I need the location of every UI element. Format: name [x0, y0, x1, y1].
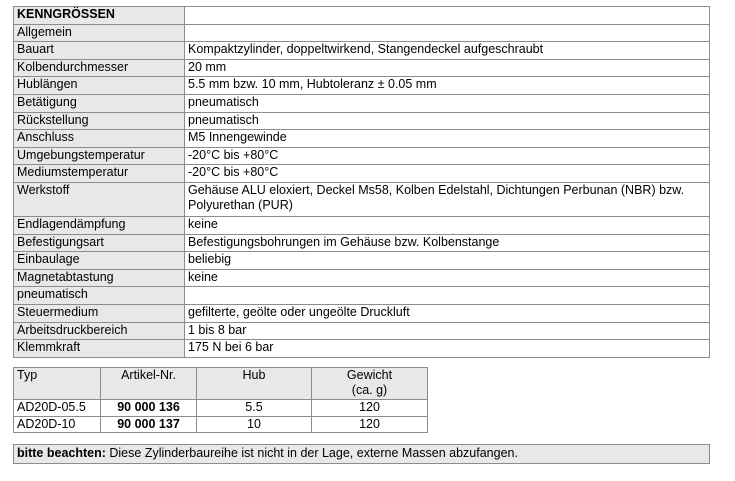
spec-title: KENNGRÖSSEN: [14, 7, 185, 25]
spec-value: keine: [185, 269, 710, 287]
spec-value: Kompaktzylinder, doppeltwirkend, Stangendeckel aufgeschraubt: [185, 42, 710, 60]
col-header-typ: Typ: [14, 368, 101, 400]
note-text: Diese Zylinderbaureihe ist nicht in der Lage, externe Massen abzufangen.: [105, 446, 518, 460]
spec-row: [14, 234, 710, 252]
spec-value: beliebig: [185, 252, 710, 270]
cell-typ: AD20D-05.5: [14, 400, 101, 417]
cell-gewicht: 120: [312, 400, 428, 417]
types-header-row: [14, 368, 428, 400]
spec-row: [14, 287, 710, 305]
col-header-artikel: Artikel-Nr.: [101, 368, 197, 400]
spec-label: Kolbendurchmesser: [14, 59, 185, 77]
cell-hub: 5.5: [197, 400, 312, 417]
cell-gewicht: 120: [312, 416, 428, 433]
spec-label: Einbaulage: [14, 252, 185, 270]
spec-label: Umgebungstemperatur: [14, 147, 185, 165]
spec-value: gefilterte, geölte oder ungeölte Druckluft: [185, 304, 710, 322]
gewicht-line2: (ca. g): [351, 383, 388, 397]
spec-label: Befestigungsart: [14, 234, 185, 252]
spec-row: [14, 130, 710, 148]
spec-row: [14, 147, 710, 165]
spec-row: [14, 42, 710, 60]
spec-value: pneumatisch: [185, 94, 710, 112]
spec-label: Steuermedium: [14, 304, 185, 322]
spec-label: Rückstellung: [14, 112, 185, 130]
spec-value: -20°C bis +80°C: [185, 165, 710, 183]
spec-label: Endlagendämpfung: [14, 216, 185, 234]
spec-header-row: [14, 7, 710, 25]
table-row: [14, 416, 428, 433]
spec-value: M5 Innengewinde: [185, 130, 710, 148]
spec-row: [14, 112, 710, 130]
spec-value: -20°C bis +80°C: [185, 147, 710, 165]
spec-label: Mediumstemperatur: [14, 165, 185, 183]
spec-row: [14, 252, 710, 270]
spec-label: Werkstoff: [14, 182, 185, 216]
types-table: [13, 367, 428, 433]
spec-title-value: [185, 7, 710, 25]
cell-hub: 10: [197, 416, 312, 433]
spec-row: [14, 24, 710, 42]
spec-value: Befestigungsbohrungen im Gehäuse bzw. Kolbenstange: [185, 234, 710, 252]
gewicht-line1: Gewicht: [346, 368, 393, 382]
spec-row: [14, 269, 710, 287]
spec-label: Betätigung: [14, 94, 185, 112]
col-header-gewicht: [312, 368, 428, 400]
spec-row: [14, 340, 710, 358]
spec-label: Anschluss: [14, 130, 185, 148]
cell-typ: AD20D-10: [14, 416, 101, 433]
spec-row: [14, 59, 710, 77]
spec-value: 175 N bei 6 bar: [185, 340, 710, 358]
cell-artikel: 90 000 136: [101, 400, 197, 417]
spec-label: pneumatisch: [14, 287, 185, 305]
col-header-hub: Hub: [197, 368, 312, 400]
spec-label: Klemmkraft: [14, 340, 185, 358]
spec-value: pneumatisch: [185, 112, 710, 130]
spec-row: [14, 216, 710, 234]
spec-value: 5.5 mm bzw. 10 mm, Hubtoleranz ± 0.05 mm: [185, 77, 710, 95]
spec-value: 1 bis 8 bar: [185, 322, 710, 340]
spec-label: Bauart: [14, 42, 185, 60]
spec-value: [185, 24, 710, 42]
spec-row: [14, 94, 710, 112]
spec-table: [13, 6, 710, 358]
spec-value: keine: [185, 216, 710, 234]
spec-label: Allgemein: [14, 24, 185, 42]
note-box: [13, 444, 710, 464]
cell-artikel: 90 000 137: [101, 416, 197, 433]
spec-row: [14, 304, 710, 322]
spec-value: Gehäuse ALU eloxiert, Deckel Ms58, Kolben Edelstahl, Dichtungen Perbunan (NBR) bzw. Polyurethan (PUR): [185, 182, 710, 216]
spec-row: [14, 182, 710, 216]
spec-label: Hublängen: [14, 77, 185, 95]
spec-row: [14, 77, 710, 95]
spec-value: 20 mm: [185, 59, 710, 77]
table-row: [14, 400, 428, 417]
spec-label: Magnetabtastung: [14, 269, 185, 287]
spec-value: [185, 287, 710, 305]
spec-row: [14, 165, 710, 183]
spec-row: [14, 322, 710, 340]
spec-label: Arbeitsdruckbereich: [14, 322, 185, 340]
note-bold-label: bitte beachten:: [17, 446, 106, 460]
